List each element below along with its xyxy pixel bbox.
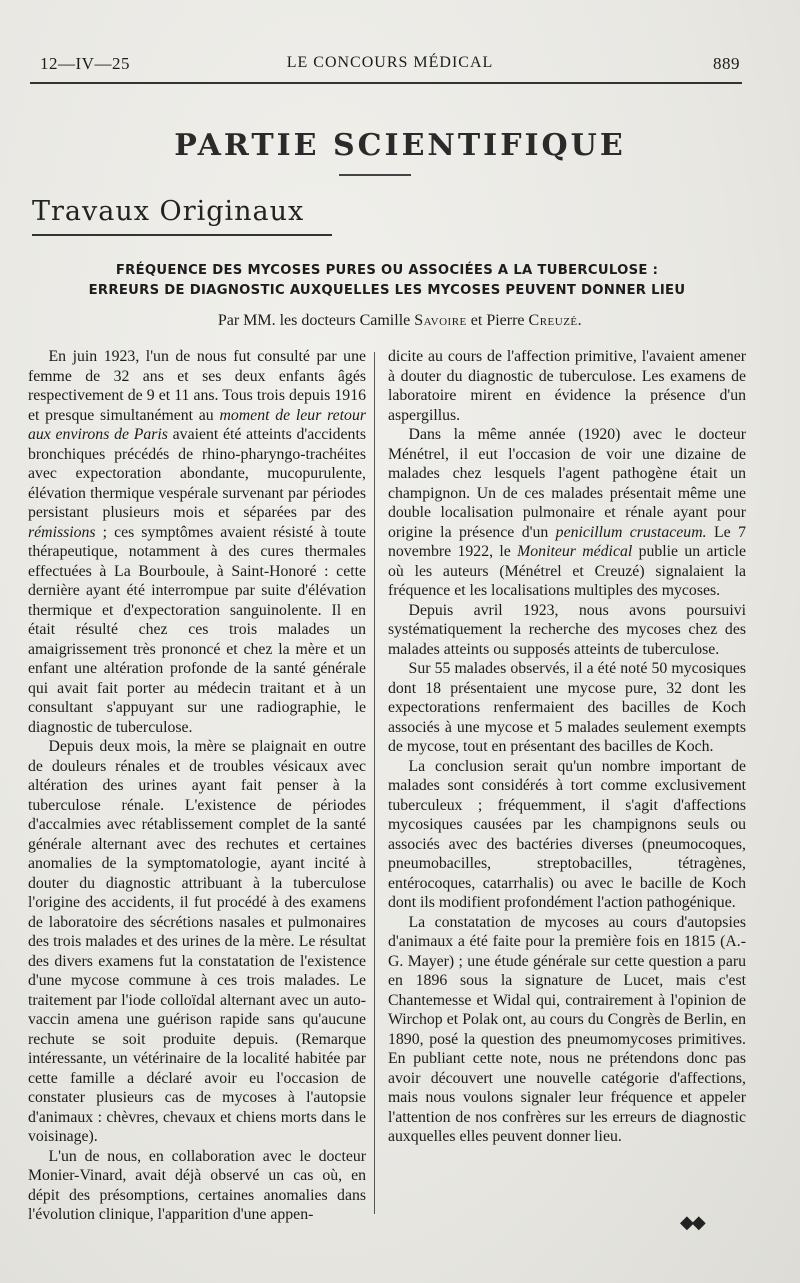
subsection-title: Travaux Originaux [32,196,305,227]
author-1-surname: Savoire [414,312,467,329]
article-title [30,261,744,301]
section-divider [339,174,411,176]
header-date: 12—IV—25 [40,54,130,73]
right-paragraph-3: Sur 55 malades observés, il a été noté 50 mycosiques dont 18 présentaient une mycose pure, 32 dont les expectorations renfermaient des bacilles de Koch associés à une mycose et 5 malades seulement exempts de mycose, tout en présentant des bacilles de Koch. [388,660,746,755]
left-paragraph-1: En juin 1923, l'un de nous fut consulté par une femme de 32 ans et ses deux enfants âgés respectivement de 9 et 11 ans. Tous trois depuis 1916 et presque simultanément au moment de leur retour aux environs de Paris avaient été atteints d'accidents bronchiques précédés de rhino-pharyngo-trachéites avec expectoration abondante, mucopurulente, élévation thermique vespérale survenant par périodes persistant plusieurs mois et séparées par des rémissions ; ces symptômes avaient résisté à toute thérapeutique, notamment à des cures thermales effectuées à La Bourboule, à Saint-Honoré : cette dernière ayant été interrompue par suite d'élévation thermique et d'expectoration sanguinolente. Il en était résulté chez ces trois malades un amaigrissement très prononcé et chez la mère et un enfant une altération profonde de la santé générale qui avait fait porter au médecin traitant et à un consultant s'appuyant sur une radiographie, le diagnostic de tuberculose. [28,348,367,736]
right-paragraph-5: La constatation de mycoses au cours d'autopsies d'animaux a été faite pour la première fois en 1815 (A.-G. Mayer) ; une étude générale sur cette question a paru en 1896 sous la signature de Lucet, mais c'est Chantemesse et Widal qui, contrairement à l'opinion de Wirchop et Polak ont, au cours du Congrès de Berlin, en 1890, posé la question des pneumomycoses primitives. En publiant cette note, nous ne prétendons donc pas avoir découvert une nouvelle catégorie d'affections, mais nous voulons signaler leur fréquence et appeler l'attention de nos confrères sur les erreurs de diagnostic auxquelles elles peuvent donner lieu. [388,913,746,1145]
right-paragraph-1: Dans la même année (1920) avec le docteur Ménétrel, il eut l'occasion de voir une dizaine de malades chez lesquels l'agent pathogène était un champignon. Un de ces malades présentait même une double localisation pulmonaire et rénale ayant pour origine la présence d'un penicillum crustaceum. Le 7 novembre 1922, le Moniteur médical publie un article où les auteurs (Ménétrel et Creuzé) signalaient la fréquence et les localisations multiples des mycoses. [388,426,746,599]
right-paragraph-continued: dicite au cours de l'affection primitive, l'avaient amener à douter du diagnostic de tuberculose. Les examens de laboratoire mirent en évidence la présence d'un aspergillus. [388,348,746,424]
column-divider [374,352,375,1214]
header-rule [30,82,742,84]
right-column [388,347,746,1147]
subsection-underline [32,234,332,236]
header-journal-name: LE CONCOURS MÉDICAL [286,54,494,71]
left-column [28,347,366,1225]
author-2-surname: Creuzé. [528,312,583,329]
section-title: PARTIE SCIENTIFIQUE [174,128,626,163]
end-ornament-icon: ◆◆ [680,1212,704,1233]
article-title-line-2: ERREURS DE DIAGNOSTIC AUXQUELLES LES MYCOSES PEUVENT DONNER LIEU [88,283,686,298]
left-paragraph-2: Depuis deux mois, la mère se plaignait en outre de douleurs rénales et de troubles vésicaux avec altération des urines ayant fait penser à la tuberculose rénale. L'existence de périodes d'accalmies avec rétablissement complet de la santé générale alternant avec des rechutes et certaines anomalies de la symptomatologie, ayant incité à douter du diagnostic attribuant à la tuberculose l'origine des accidents, il fut procédé à des examens de laboratoire des sécrétions nasales et pulmonaires des trois malades et des urines de la mère. Le résultat des divers examens fut la constatation de l'existence d'une mycose commune à ces trois malades. Le traitement par l'iode colloïdal alternant avec un auto-vaccin amena une guérison rapide sans qu'aucune rechute se soit produite depuis. (Remarque intéressante, un vétérinaire de la localité habitée par cette famille a déclaré avoir eu l'occasion de constater plusieurs cas de mycoses à l'autopsie d'animaux : chèvres, chevaux et chiens morts dans le voisinage). [28,738,366,1145]
article-title-line-1: FRÉQUENCE DES MYCOSES PURES OU ASSOCIÉES A LA TUBERCULOSE : [115,263,659,278]
right-paragraph-4: La conclusion serait qu'un nombre important de malades sont considérés à tort comme exclusivement tuberculeux ; fréquemment, il s'agit d'affections mycosiques causées par les champignons seuls ou associés avec des bactéries diverses (pneumocoques, pneumobacilles, streptobacilles, tétragènes, entérocoques, catarrhalis) ou avec le bacille de Koch dont ils modifient profondément l'action pathogénique. [388,757,746,911]
authors-mid: et Pierre [470,312,525,329]
header-page-number: 889 [713,54,740,73]
running-header [40,54,740,80]
right-paragraph-2: Depuis avril 1923, nous avons poursuivi systématiquement la recherche des mycoses chez des malades atteints ou supposés atteints de tuberculose. [388,601,746,658]
article-authors [0,312,800,330]
authors-prefix: Par MM. les docteurs Camille [217,312,411,329]
left-paragraph-3: L'un de nous, en collaboration avec le docteur Monier-Vinard, avait déjà observé un cas où, en dépit des présomptions, certaines anomalies dans l'évolution clinique, l'apparition d'une appen- [28,1147,366,1223]
